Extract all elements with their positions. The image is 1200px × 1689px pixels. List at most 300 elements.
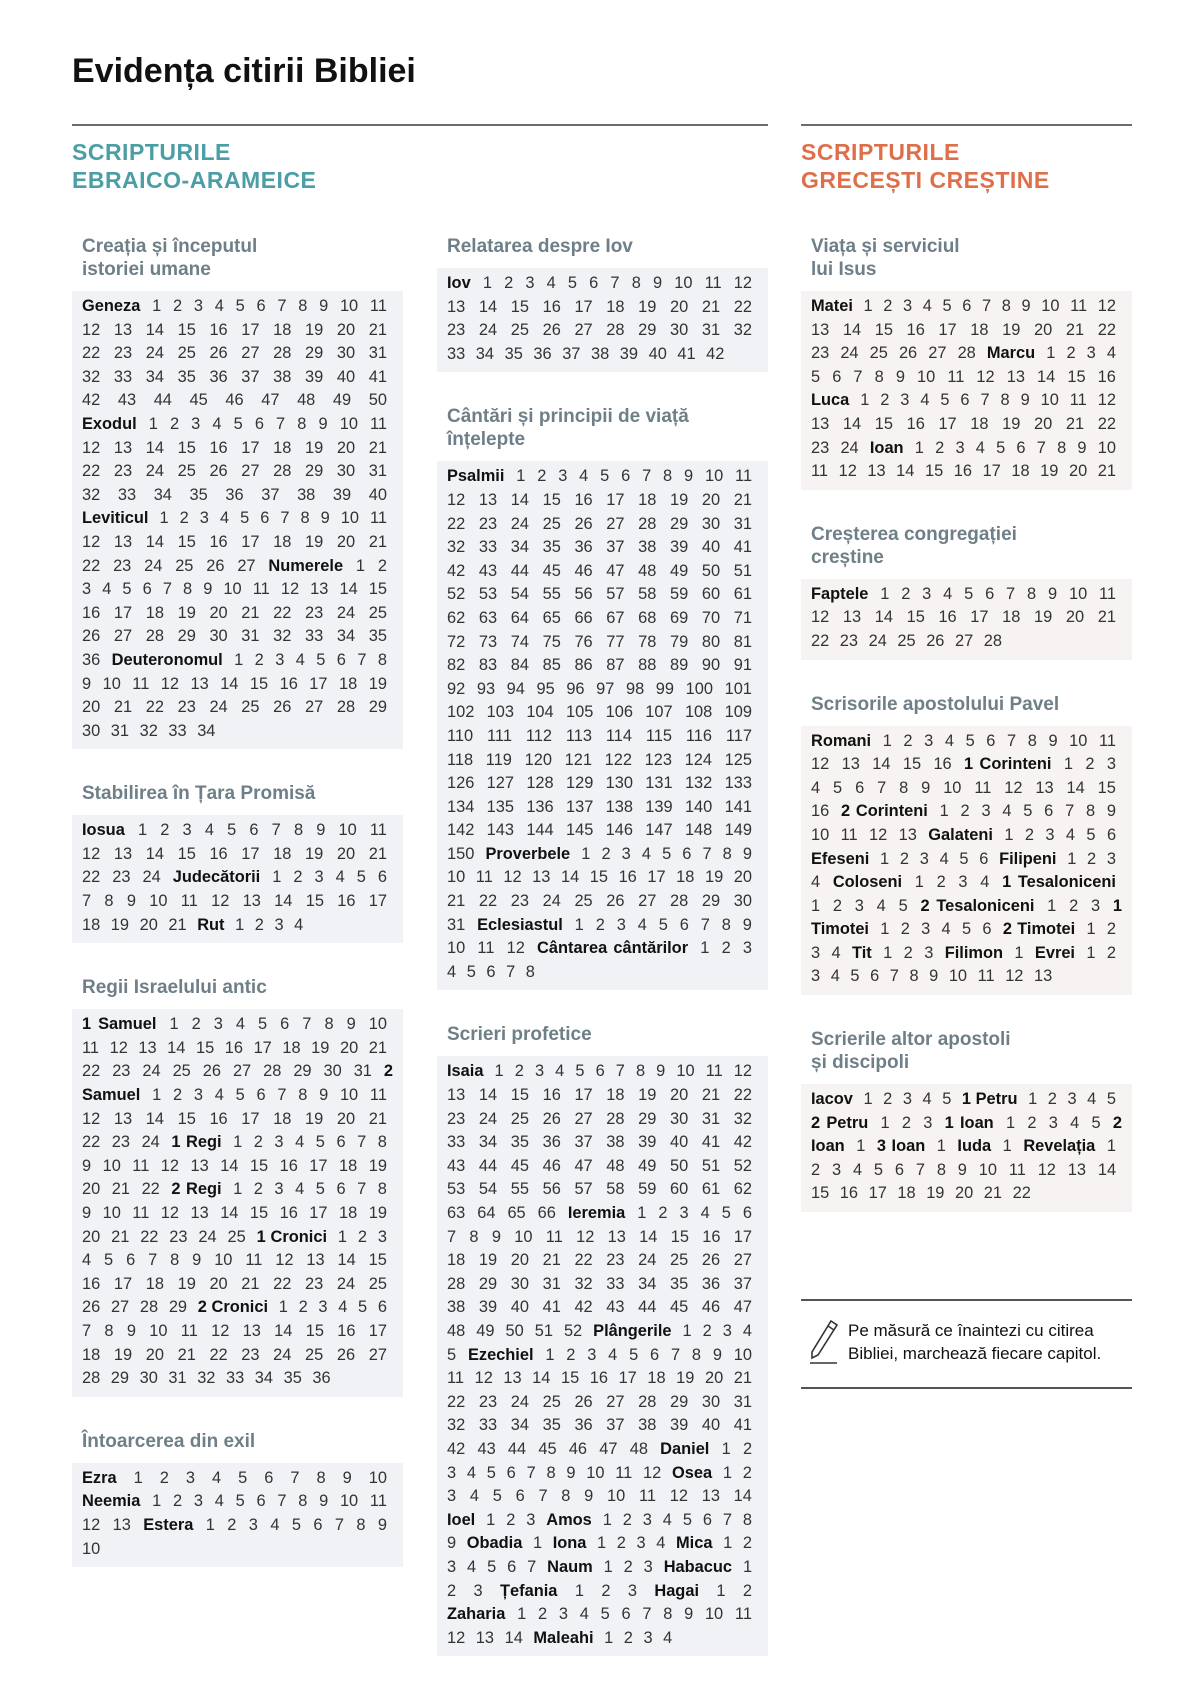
chapter-checkbox[interactable]: 94	[506, 679, 525, 698]
chapter-checkbox[interactable]: 4	[579, 1605, 589, 1624]
chapter-checkbox[interactable]: 13	[701, 1487, 720, 1506]
chapter-checkbox[interactable]: 17	[938, 414, 957, 433]
chapter-checkbox[interactable]: 2	[811, 1160, 821, 1179]
chapter-checkbox[interactable]: 29	[368, 698, 387, 717]
chapter-checkbox[interactable]: 114	[605, 726, 632, 745]
chapter-checkbox[interactable]: 13	[811, 320, 830, 339]
chapter-checkbox[interactable]: 45	[542, 561, 561, 580]
chapter-checkbox[interactable]: 32	[273, 627, 292, 646]
chapter-checkbox[interactable]: 12	[82, 844, 101, 863]
chapter-checkbox[interactable]: 3	[831, 1160, 842, 1179]
chapter-checkbox[interactable]: 25	[574, 892, 593, 911]
chapter-checkbox[interactable]: 30	[670, 321, 689, 340]
chapter-checkbox[interactable]: 41	[677, 344, 696, 363]
chapter-checkbox[interactable]: 26	[926, 631, 945, 650]
chapter-checkbox[interactable]: 10	[339, 1086, 359, 1105]
chapter-checkbox[interactable]: 1	[1046, 344, 1056, 363]
chapter-checkbox[interactable]: 7	[357, 650, 367, 669]
chapter-checkbox[interactable]: 4	[811, 873, 821, 892]
chapter-checkbox[interactable]: 20	[209, 1274, 228, 1293]
chapter-checkbox[interactable]: 4	[811, 778, 821, 797]
chapter-checkbox[interactable]: 20	[82, 1180, 101, 1199]
chapter-checkbox[interactable]: 25	[241, 698, 260, 717]
chapter-checkbox[interactable]: 1	[722, 1463, 733, 1482]
chapter-checkbox[interactable]: 6	[742, 1204, 752, 1222]
chapter-checkbox[interactable]: 9	[319, 1492, 329, 1511]
chapter-checkbox[interactable]: 19	[1002, 414, 1021, 433]
chapter-checkbox[interactable]: 6	[855, 778, 865, 797]
chapter-checkbox[interactable]: 9	[203, 580, 213, 599]
chapter-checkbox[interactable]: 3	[193, 297, 203, 315]
chapter-checkbox[interactable]: 15	[542, 490, 561, 509]
chapter-checkbox[interactable]: 38	[606, 1133, 625, 1152]
chapter-checkbox[interactable]: 8	[316, 1468, 326, 1487]
chapter-checkbox[interactable]: 28	[336, 698, 356, 717]
chapter-checkbox[interactable]: 9	[126, 892, 136, 911]
chapter-checkbox[interactable]: 2	[253, 1180, 263, 1199]
chapter-checkbox[interactable]: 10	[948, 967, 968, 986]
chapter-checkbox[interactable]: 9	[1021, 297, 1031, 315]
chapter-checkbox[interactable]: 33	[117, 485, 137, 504]
chapter-checkbox[interactable]: 31	[542, 1274, 561, 1293]
chapter-checkbox[interactable]: 4	[294, 915, 304, 934]
chapter-checkbox[interactable]: 1	[278, 1298, 288, 1317]
chapter-checkbox[interactable]: 4	[662, 1510, 672, 1529]
chapter-checkbox[interactable]: 8	[104, 1321, 114, 1340]
chapter-checkbox[interactable]: 11	[1070, 297, 1088, 315]
chapter-checkbox[interactable]: 21	[368, 320, 387, 339]
chapter-checkbox[interactable]: 2	[537, 467, 547, 486]
chapter-checkbox[interactable]: 38	[447, 1298, 466, 1317]
chapter-checkbox[interactable]: 1	[152, 1086, 162, 1105]
chapter-checkbox[interactable]: 4	[335, 868, 345, 887]
chapter-checkbox[interactable]: 25	[869, 344, 888, 363]
chapter-checkbox[interactable]: 44	[510, 561, 529, 580]
chapter-checkbox[interactable]: 25	[368, 603, 387, 622]
chapter-checkbox[interactable]: 9	[1048, 731, 1058, 750]
chapter-checkbox[interactable]: 30	[323, 1062, 342, 1081]
chapter-checkbox[interactable]: 25	[542, 1392, 561, 1411]
chapter-checkbox[interactable]: 13	[842, 608, 862, 627]
chapter-checkbox[interactable]: 26	[574, 514, 593, 533]
chapter-checkbox[interactable]: 24	[198, 1227, 217, 1246]
chapter-checkbox[interactable]: 9	[656, 1062, 666, 1081]
chapter-checkbox[interactable]: 22	[82, 556, 101, 575]
chapter-checkbox[interactable]: 2	[179, 509, 189, 528]
chapter-checkbox[interactable]: 10	[1069, 731, 1088, 750]
chapter-checkbox[interactable]: 8	[874, 367, 884, 386]
chapter-checkbox[interactable]: 18	[676, 868, 695, 887]
chapter-checkbox[interactable]: 109	[724, 703, 752, 722]
chapter-checkbox[interactable]: 38	[273, 367, 292, 386]
chapter-checkbox[interactable]: 3	[1048, 1113, 1058, 1132]
chapter-checkbox[interactable]: 3	[534, 1062, 545, 1081]
chapter-checkbox[interactable]: 2	[601, 844, 611, 863]
chapter-checkbox[interactable]: 20	[670, 297, 689, 316]
chapter-checkbox[interactable]: 17	[113, 1274, 133, 1293]
chapter-checkbox[interactable]: 13	[190, 1204, 209, 1222]
chapter-checkbox[interactable]: 4	[852, 1160, 863, 1179]
chapter-checkbox[interactable]: 11	[704, 274, 722, 292]
chapter-checkbox[interactable]: 15	[305, 1321, 324, 1340]
chapter-checkbox[interactable]: 22	[574, 1251, 593, 1270]
chapter-checkbox[interactable]: 23	[305, 1274, 324, 1293]
chapter-checkbox[interactable]: 33	[606, 1274, 625, 1293]
chapter-checkbox[interactable]: 3	[643, 1557, 653, 1576]
chapter-checkbox[interactable]: 58	[638, 585, 657, 604]
chapter-checkbox[interactable]: 1	[1002, 1137, 1012, 1156]
chapter-checkbox[interactable]: 6	[336, 1180, 346, 1199]
chapter-checkbox[interactable]: 31	[110, 721, 130, 740]
chapter-checkbox[interactable]: 1	[700, 939, 710, 958]
chapter-checkbox[interactable]: 2	[172, 1492, 183, 1511]
chapter-checkbox[interactable]: 31	[701, 321, 721, 340]
chapter-checkbox[interactable]: 46	[225, 391, 244, 410]
chapter-checkbox[interactable]: 4	[742, 1321, 753, 1340]
chapter-checkbox[interactable]: 7	[280, 509, 290, 528]
chapter-checkbox[interactable]: 2	[504, 274, 514, 292]
chapter-checkbox[interactable]: 3	[274, 1133, 284, 1152]
chapter-checkbox[interactable]: 1	[603, 1557, 613, 1576]
chapter-checkbox[interactable]: 144	[526, 821, 554, 840]
chapter-checkbox[interactable]: 1	[716, 1581, 726, 1600]
chapter-checkbox[interactable]: 11	[734, 1605, 752, 1624]
chapter-checkbox[interactable]: 9	[957, 1160, 967, 1179]
chapter-checkbox[interactable]: 19	[638, 297, 657, 316]
chapter-checkbox[interactable]: 80	[701, 632, 721, 651]
chapter-checkbox[interactable]: 3	[447, 1557, 457, 1576]
chapter-checkbox[interactable]: 43	[606, 1298, 625, 1317]
chapter-checkbox[interactable]: 96	[566, 679, 585, 698]
chapter-checkbox[interactable]: 25	[542, 514, 561, 533]
chapter-checkbox[interactable]: 83	[478, 656, 498, 675]
chapter-checkbox[interactable]: 15	[560, 1369, 580, 1388]
chapter-checkbox[interactable]: 10	[149, 892, 168, 911]
chapter-checkbox[interactable]: 22	[733, 1086, 752, 1105]
chapter-checkbox[interactable]: 23	[305, 603, 324, 622]
chapter-checkbox[interactable]: 17	[938, 320, 957, 339]
chapter-checkbox[interactable]: 14	[145, 320, 164, 339]
chapter-checkbox[interactable]: 12	[643, 1463, 662, 1482]
chapter-checkbox[interactable]: 16	[279, 1204, 298, 1222]
chapter-checkbox[interactable]: 6	[894, 1160, 904, 1179]
chapter-checkbox[interactable]: 52	[733, 1156, 752, 1175]
chapter-checkbox[interactable]: 1	[742, 1557, 753, 1576]
chapter-checkbox[interactable]: 8	[183, 580, 193, 599]
chapter-checkbox[interactable]: 10	[340, 509, 360, 528]
chapter-checkbox[interactable]: 20	[704, 1369, 724, 1388]
chapter-checkbox[interactable]: 6	[126, 1251, 136, 1270]
chapter-checkbox[interactable]: 9	[346, 1015, 356, 1034]
chapter-checkbox[interactable]: 4	[943, 584, 953, 603]
chapter-checkbox[interactable]: 93	[476, 679, 496, 698]
chapter-checkbox[interactable]: 19	[110, 915, 130, 934]
chapter-checkbox[interactable]: 1	[860, 391, 870, 410]
chapter-checkbox[interactable]: 1	[682, 1321, 692, 1340]
chapter-checkbox[interactable]: 6	[621, 467, 631, 486]
chapter-checkbox[interactable]: 3	[923, 1113, 933, 1132]
chapter-checkbox[interactable]: 33	[168, 721, 187, 740]
chapter-checkbox[interactable]: 43	[447, 1156, 466, 1175]
chapter-checkbox[interactable]: 16	[279, 1156, 298, 1175]
chapter-checkbox[interactable]: 5	[850, 967, 860, 986]
chapter-checkbox[interactable]: 137	[565, 797, 594, 816]
chapter-checkbox[interactable]: 29	[177, 627, 196, 646]
chapter-checkbox[interactable]: 2	[447, 1581, 457, 1600]
chapter-checkbox[interactable]: 12	[733, 1062, 753, 1081]
chapter-checkbox[interactable]: 5	[898, 896, 908, 915]
chapter-checkbox[interactable]: 9	[1047, 584, 1058, 603]
chapter-checkbox[interactable]: 3	[1067, 1090, 1077, 1109]
chapter-checkbox[interactable]: 49	[476, 1321, 495, 1340]
chapter-checkbox[interactable]: 5	[238, 1468, 248, 1487]
chapter-checkbox[interactable]: 24	[638, 1251, 657, 1270]
chapter-checkbox[interactable]: 13	[138, 1038, 157, 1057]
chapter-checkbox[interactable]: 1	[637, 1204, 647, 1222]
chapter-checkbox[interactable]: 25	[510, 1109, 529, 1128]
chapter-checkbox[interactable]: 72	[447, 632, 466, 651]
chapter-checkbox[interactable]: 66	[574, 608, 593, 627]
chapter-checkbox[interactable]: 47	[574, 1156, 593, 1175]
chapter-checkbox[interactable]: 7	[277, 1086, 287, 1105]
chapter-checkbox[interactable]: 2	[1069, 896, 1079, 915]
chapter-checkbox[interactable]: 19	[478, 1251, 498, 1270]
chapter-checkbox[interactable]: 1	[880, 920, 890, 939]
chapter-checkbox[interactable]: 6	[986, 731, 996, 750]
chapter-checkbox[interactable]: 9	[342, 1468, 352, 1487]
chapter-checkbox[interactable]: 6	[1106, 825, 1117, 844]
chapter-checkbox[interactable]: 12	[160, 1156, 180, 1175]
chapter-checkbox[interactable]: 10	[704, 1605, 724, 1624]
chapter-checkbox[interactable]: 7	[357, 1180, 367, 1199]
chapter-checkbox[interactable]: 11	[1008, 1160, 1026, 1179]
chapter-checkbox[interactable]: 14	[220, 674, 239, 693]
chapter-checkbox[interactable]: 8	[1000, 391, 1010, 410]
chapter-checkbox[interactable]: 8	[298, 1086, 308, 1105]
chapter-checkbox[interactable]: 33	[113, 367, 133, 386]
chapter-checkbox[interactable]: 5	[567, 274, 578, 292]
chapter-checkbox[interactable]: 10	[339, 414, 358, 433]
chapter-checkbox[interactable]: 40	[701, 1416, 721, 1435]
chapter-checkbox[interactable]: 21	[113, 698, 133, 717]
chapter-checkbox[interactable]: 15	[874, 320, 893, 339]
chapter-checkbox[interactable]: 20	[670, 1086, 689, 1105]
chapter-checkbox[interactable]: 57	[574, 1180, 593, 1199]
chapter-checkbox[interactable]: 2	[1047, 1090, 1057, 1109]
chapter-checkbox[interactable]: 2	[901, 584, 911, 603]
chapter-checkbox[interactable]: 1	[1086, 920, 1096, 939]
chapter-checkbox[interactable]: 10	[447, 868, 466, 887]
chapter-checkbox[interactable]: 9	[82, 674, 92, 693]
chapter-checkbox[interactable]: 1	[152, 1492, 162, 1511]
chapter-checkbox[interactable]: 4	[920, 391, 930, 410]
chapter-checkbox[interactable]: 3	[742, 939, 753, 958]
chapter-checkbox[interactable]: 1	[936, 1137, 946, 1156]
chapter-checkbox[interactable]: 47	[261, 391, 280, 410]
chapter-checkbox[interactable]: 9	[652, 274, 663, 292]
chapter-checkbox[interactable]: 34	[475, 344, 495, 363]
chapter-checkbox[interactable]: 11	[132, 674, 150, 693]
chapter-checkbox[interactable]: 25	[305, 1345, 324, 1364]
chapter-checkbox[interactable]: 43	[117, 391, 137, 410]
chapter-checkbox[interactable]: 12	[503, 868, 522, 887]
chapter-checkbox[interactable]: 5	[235, 1086, 245, 1105]
chapter-checkbox[interactable]: 145	[565, 821, 594, 840]
chapter-checkbox[interactable]: 7	[615, 1062, 625, 1081]
chapter-checkbox[interactable]: 3	[679, 1204, 689, 1222]
chapter-checkbox[interactable]: 1	[1086, 943, 1096, 962]
chapter-checkbox[interactable]: 26	[273, 698, 292, 717]
chapter-checkbox[interactable]: 32	[139, 721, 158, 740]
chapter-checkbox[interactable]: 142	[447, 821, 475, 840]
chapter-checkbox[interactable]: 24	[336, 1274, 356, 1293]
chapter-checkbox[interactable]: 45	[538, 1439, 557, 1458]
chapter-checkbox[interactable]: 29	[701, 892, 721, 911]
chapter-checkbox[interactable]: 24	[542, 892, 561, 911]
chapter-checkbox[interactable]: 25	[510, 321, 529, 340]
chapter-checkbox[interactable]: 18	[339, 1204, 358, 1222]
chapter-checkbox[interactable]: 38	[297, 485, 316, 504]
chapter-checkbox[interactable]: 20	[209, 603, 228, 622]
chapter-checkbox[interactable]: 3	[616, 915, 626, 934]
chapter-checkbox[interactable]: 28	[957, 344, 976, 363]
chapter-checkbox[interactable]: 2	[1087, 849, 1097, 868]
chapter-checkbox[interactable]: 112	[525, 726, 552, 745]
chapter-checkbox[interactable]: 90	[701, 656, 721, 675]
chapter-checkbox[interactable]: 40	[701, 538, 721, 557]
chapter-checkbox[interactable]: 21	[1065, 320, 1085, 339]
chapter-checkbox[interactable]: 36	[574, 538, 593, 557]
chapter-checkbox[interactable]: 3	[1106, 755, 1116, 774]
chapter-checkbox[interactable]: 1	[235, 915, 245, 934]
chapter-checkbox[interactable]: 3	[811, 967, 821, 986]
chapter-checkbox[interactable]: 3	[902, 1090, 912, 1109]
chapter-checkbox[interactable]: 3	[191, 414, 201, 433]
chapter-checkbox[interactable]: 32	[197, 1369, 216, 1388]
chapter-checkbox[interactable]: 28	[82, 1369, 101, 1388]
chapter-checkbox[interactable]: 38	[638, 538, 657, 557]
chapter-checkbox[interactable]: 3	[1090, 896, 1101, 915]
chapter-checkbox[interactable]: 15	[811, 1184, 830, 1203]
chapter-checkbox[interactable]: 21	[368, 1109, 387, 1128]
chapter-checkbox[interactable]: 32	[574, 1274, 593, 1293]
chapter-checkbox[interactable]: 4	[295, 650, 305, 669]
chapter-checkbox[interactable]: 138	[605, 797, 633, 816]
chapter-checkbox[interactable]: 3	[854, 896, 864, 915]
chapter-checkbox[interactable]: 9	[684, 1605, 694, 1624]
chapter-checkbox[interactable]: 49	[332, 391, 352, 410]
chapter-checkbox[interactable]: 4	[637, 915, 647, 934]
chapter-checkbox[interactable]: 4	[469, 1487, 479, 1506]
chapter-checkbox[interactable]: 18	[273, 438, 292, 457]
chapter-checkbox[interactable]: 7	[1036, 438, 1046, 457]
chapter-checkbox[interactable]: 6	[336, 1133, 346, 1152]
chapter-checkbox[interactable]: 2	[721, 939, 731, 958]
chapter-checkbox[interactable]: 17	[618, 1369, 637, 1388]
chapter-checkbox[interactable]: 26	[336, 1345, 356, 1364]
chapter-checkbox[interactable]: 11	[370, 509, 388, 528]
chapter-checkbox[interactable]: 15	[177, 844, 196, 863]
chapter-checkbox[interactable]: 27	[241, 462, 260, 481]
chapter-checkbox[interactable]: 18	[447, 1251, 466, 1270]
chapter-checkbox[interactable]: 47	[733, 1298, 752, 1317]
chapter-checkbox[interactable]: 19	[368, 674, 387, 693]
chapter-checkbox[interactable]: 3	[922, 584, 932, 603]
chapter-checkbox[interactable]: 34	[254, 1369, 274, 1388]
chapter-checkbox[interactable]: 61	[733, 585, 752, 604]
chapter-checkbox[interactable]: 39	[478, 1298, 498, 1317]
chapter-checkbox[interactable]: 4	[876, 896, 886, 915]
chapter-checkbox[interactable]: 5	[1086, 825, 1096, 844]
chapter-checkbox[interactable]: 14	[478, 1086, 498, 1105]
chapter-checkbox[interactable]: 30	[209, 627, 228, 646]
chapter-checkbox[interactable]: 8	[663, 1605, 673, 1624]
chapter-checkbox[interactable]: 19	[1034, 608, 1053, 627]
chapter-checkbox[interactable]: 12	[811, 755, 830, 774]
chapter-checkbox[interactable]: 5	[600, 467, 610, 486]
chapter-checkbox[interactable]: 36	[542, 1133, 561, 1152]
chapter-checkbox[interactable]: 7	[700, 915, 710, 934]
chapter-checkbox[interactable]: 11	[705, 1062, 723, 1081]
chapter-checkbox[interactable]: 24	[142, 868, 161, 887]
chapter-checkbox[interactable]: 3	[1106, 849, 1116, 868]
chapter-checkbox[interactable]: 31	[701, 1109, 721, 1128]
chapter-checkbox[interactable]: 1	[337, 1227, 347, 1246]
chapter-checkbox[interactable]: 12	[1097, 297, 1117, 315]
chapter-checkbox[interactable]: 6	[962, 297, 972, 315]
chapter-checkbox[interactable]: 13	[1067, 1160, 1086, 1179]
chapter-checkbox[interactable]: 5	[227, 821, 237, 840]
chapter-checkbox[interactable]: 27	[574, 321, 593, 340]
chapter-checkbox[interactable]: 14	[1037, 367, 1056, 386]
chapter-checkbox[interactable]: 15	[510, 1086, 529, 1105]
chapter-checkbox[interactable]: 5	[942, 1090, 952, 1109]
chapter-checkbox[interactable]: 1	[1005, 1113, 1016, 1132]
chapter-checkbox[interactable]: 18	[273, 532, 292, 551]
chapter-checkbox[interactable]: 3	[722, 1321, 732, 1340]
chapter-checkbox[interactable]: 9	[1106, 802, 1116, 821]
chapter-checkbox[interactable]: 16	[618, 868, 637, 887]
chapter-checkbox[interactable]: 16	[209, 1109, 228, 1128]
chapter-checkbox[interactable]: 9	[742, 844, 752, 863]
chapter-checkbox[interactable]: 3	[82, 580, 92, 599]
chapter-checkbox[interactable]: 67	[606, 608, 625, 627]
chapter-checkbox[interactable]: 8	[722, 844, 732, 863]
chapter-checkbox[interactable]: 3	[621, 844, 631, 863]
chapter-checkbox[interactable]: 14	[560, 868, 580, 887]
chapter-checkbox[interactable]: 22	[1097, 414, 1116, 433]
chapter-checkbox[interactable]: 11	[735, 467, 753, 486]
chapter-checkbox[interactable]: 54	[510, 585, 529, 604]
chapter-checkbox[interactable]: 16	[82, 1274, 101, 1293]
chapter-checkbox[interactable]: 3	[213, 1015, 223, 1034]
chapter-checkbox[interactable]: 26	[898, 344, 918, 363]
chapter-checkbox[interactable]: 50	[368, 391, 387, 410]
chapter-checkbox[interactable]: 1	[159, 509, 169, 528]
chapter-checkbox[interactable]: 45	[670, 1298, 689, 1317]
chapter-checkbox[interactable]: 12	[211, 892, 230, 911]
chapter-checkbox[interactable]: 28	[447, 1274, 466, 1293]
chapter-checkbox[interactable]: 31	[368, 462, 387, 481]
chapter-checkbox[interactable]: 29	[168, 1298, 188, 1317]
chapter-checkbox[interactable]: 2	[899, 849, 909, 868]
chapter-checkbox[interactable]: 2	[293, 868, 303, 887]
chapter-checkbox[interactable]: 8	[300, 509, 310, 528]
chapter-checkbox[interactable]: 2	[254, 650, 264, 669]
chapter-checkbox[interactable]: 47	[599, 1439, 618, 1458]
chapter-checkbox[interactable]: 13	[841, 755, 860, 774]
chapter-checkbox[interactable]: 11	[811, 462, 829, 481]
